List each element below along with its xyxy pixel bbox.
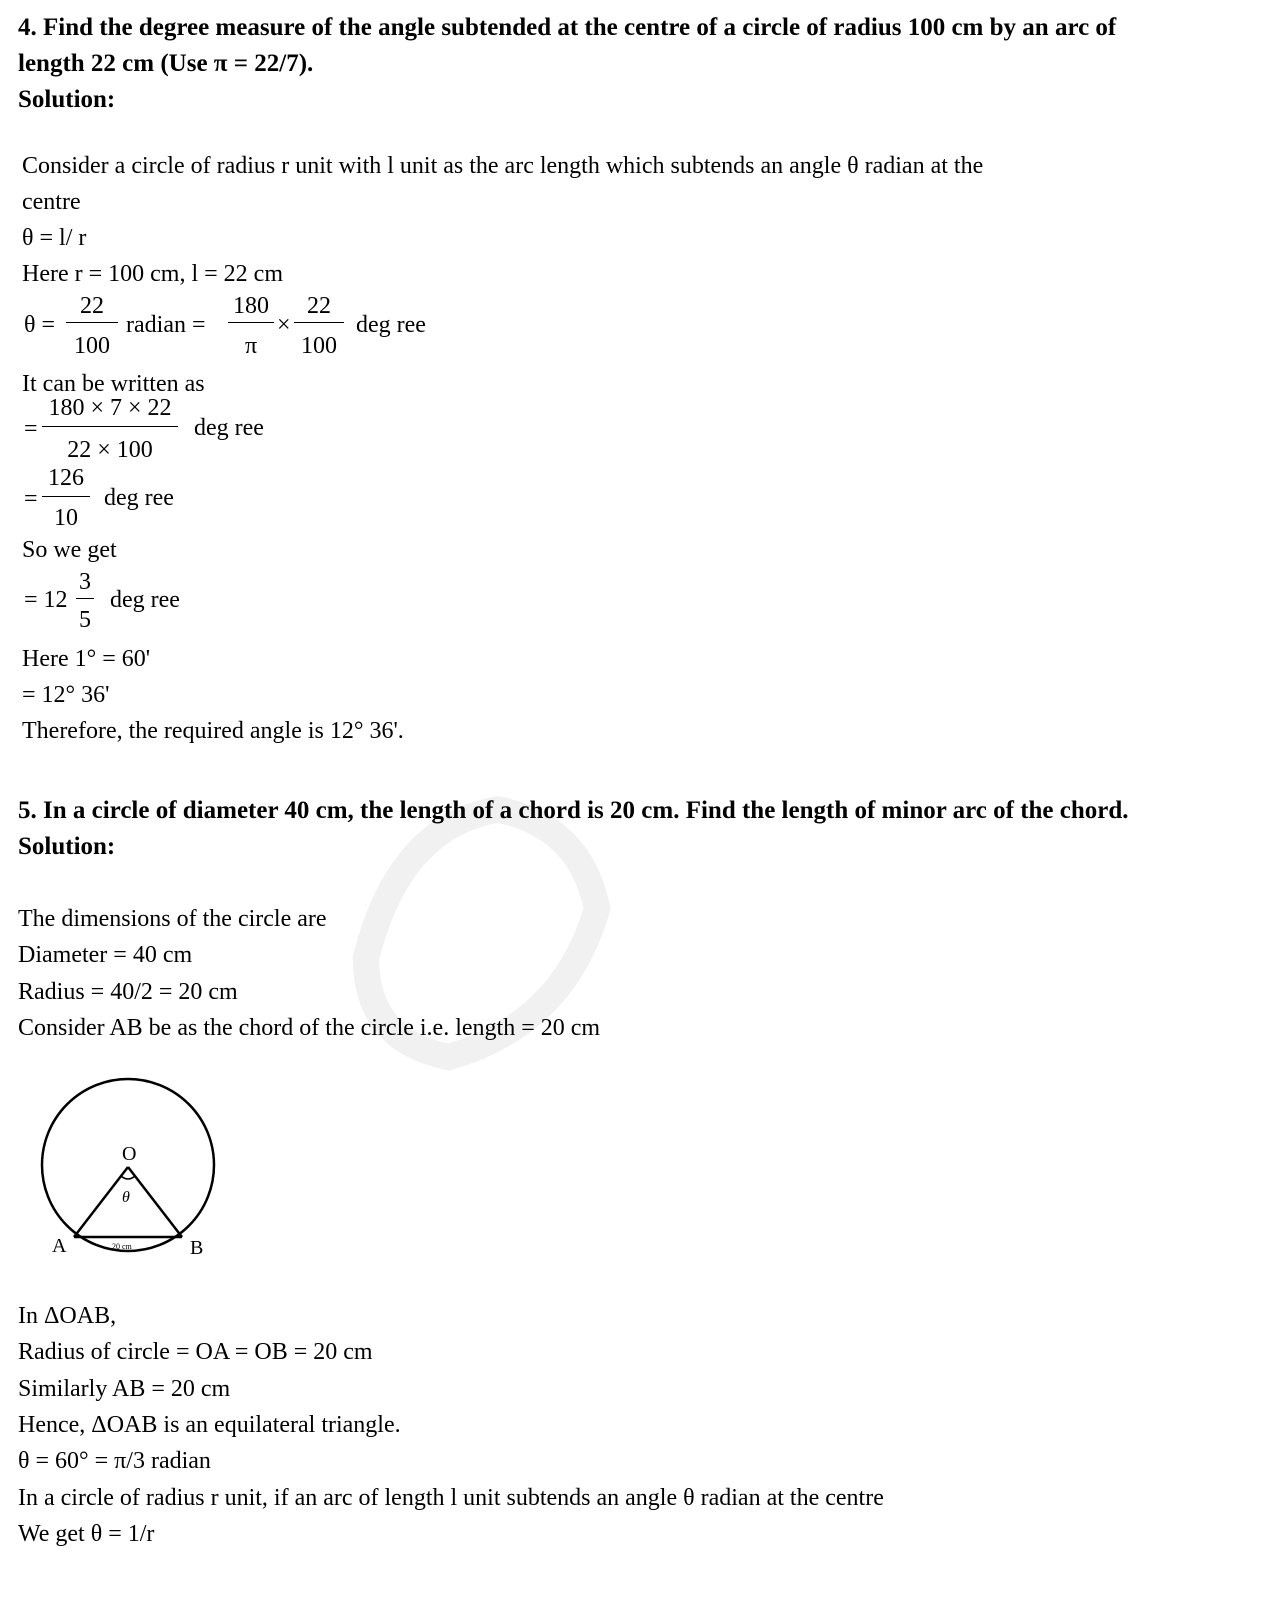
- theta-equals: θ =: [24, 312, 56, 338]
- q5-line-ab: Similarly AB = 20 cm: [18, 1376, 231, 1402]
- q5-line-arc-rule: In a circle of radius r unit, if an arc of length l unit subtends an angle θ radian at the centre: [18, 1485, 884, 1511]
- q4-question-line1: 4. Find the degree measure of the angle subtended at the centre of a circle of radius 100 cm by an arc of: [18, 14, 1117, 41]
- step4-denominator: 5: [79, 607, 91, 633]
- fraction2-bar: [228, 322, 274, 323]
- radius-oa: [74, 1167, 128, 1237]
- fraction2-numerator: 180: [233, 293, 269, 319]
- step2-numerator: 180 × 7 × 22: [48, 395, 172, 421]
- q5-solution-label: Solution:: [18, 833, 116, 860]
- radius-ob: [128, 1167, 182, 1237]
- radian-equals: radian =: [126, 312, 206, 338]
- step4-whole: = 12: [24, 587, 68, 613]
- fraction3-bar: [294, 322, 344, 323]
- q4-intro-line2: centre: [22, 189, 81, 215]
- q5-line-radius: Radius = 40/2 = 20 cm: [18, 979, 238, 1005]
- q4-so-we-get: So we get: [22, 537, 117, 563]
- q5-line-formula: We get θ = 1/r: [18, 1521, 155, 1547]
- step3-unit: deg ree: [104, 485, 174, 511]
- step1-unit: deg ree: [356, 312, 426, 338]
- times-sign: ×: [277, 312, 291, 338]
- q4-conclusion: Therefore, the required angle is 12° 36'.: [22, 718, 404, 744]
- angle-arc: [121, 1176, 135, 1179]
- circle-outline: [42, 1079, 214, 1251]
- step3-denominator: 10: [54, 505, 78, 531]
- step3-equals: =: [24, 486, 38, 512]
- fraction1-denominator: 100: [74, 333, 110, 359]
- fraction3-denominator: 100: [301, 333, 337, 359]
- step4-bar: [76, 598, 94, 599]
- step2-equals: =: [24, 416, 38, 442]
- q5-line-equilateral: Hence, ΔOAB is an equilateral triangle.: [18, 1412, 401, 1438]
- fraction1-bar: [66, 322, 118, 323]
- step4-unit: deg ree: [110, 587, 180, 613]
- q5-line-diameter: Diameter = 40 cm: [18, 942, 193, 968]
- q5-line-radius-oa-ob: Radius of circle = OA = OB = 20 cm: [18, 1339, 373, 1365]
- q4-written-as: It can be written as: [22, 371, 205, 397]
- label-o: O: [122, 1143, 137, 1165]
- label-chord-length: 20 cm: [112, 1242, 132, 1251]
- q4-result: = 12° 36': [22, 682, 110, 708]
- step3-numerator: 126: [48, 465, 84, 491]
- step2-denominator: 22 × 100: [67, 437, 153, 463]
- fraction1-numerator: 22: [80, 293, 104, 319]
- fraction3-numerator: 22: [307, 293, 331, 319]
- label-a: A: [52, 1235, 67, 1257]
- q5-question: 5. In a circle of diameter 40 cm, the length of a chord is 20 cm. Find the length of minor arc of the chord.: [18, 797, 1129, 824]
- circle-diagram: [30, 1070, 230, 1260]
- q4-conversion: Here 1° = 60': [22, 646, 151, 672]
- q4-given: Here r = 100 cm, l = 22 cm: [22, 261, 283, 287]
- step2-unit: deg ree: [194, 415, 264, 441]
- step3-bar: [42, 496, 90, 497]
- q5-line-chord: Consider AB be as the chord of the circle i.e. length = 20 cm: [18, 1015, 601, 1041]
- q4-question-line2: length 22 cm (Use π = 22/7).: [18, 50, 314, 77]
- step4-numerator: 3: [79, 569, 91, 595]
- step2-bar: [42, 426, 178, 427]
- q4-solution-label: Solution:: [18, 86, 116, 113]
- q5-line-dimensions: The dimensions of the circle are: [18, 906, 327, 932]
- q4-formula: θ = l/ r: [22, 225, 87, 251]
- label-theta: θ: [122, 1189, 130, 1206]
- label-b: B: [190, 1237, 204, 1259]
- q5-line-theta-value: θ = 60° = π/3 radian: [18, 1448, 211, 1474]
- q4-intro-line1: Consider a circle of radius r unit with l unit as the arc length which subtends an angle θ radian at the: [22, 153, 984, 179]
- q5-line-triangle: In ΔOAB,: [18, 1303, 117, 1329]
- fraction2-denominator: π: [244, 333, 258, 359]
